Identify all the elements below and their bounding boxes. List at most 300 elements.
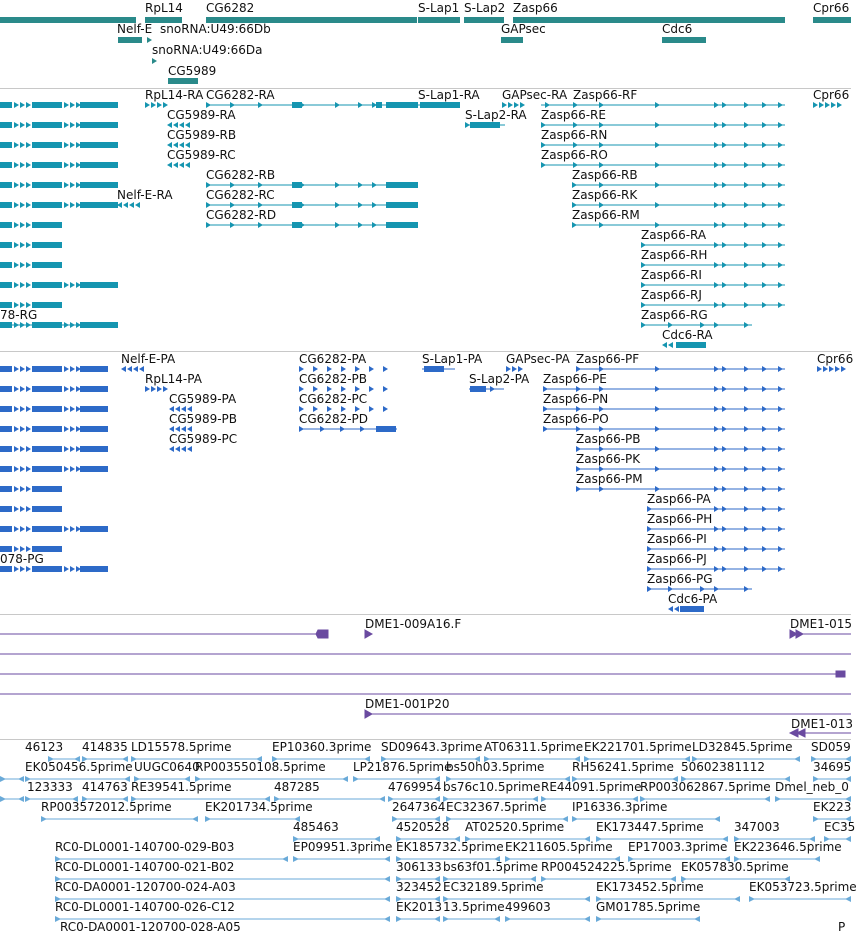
strand-arrow bbox=[358, 222, 363, 228]
est-end-marker bbox=[584, 916, 590, 922]
transcript-label: CG5989-RA bbox=[167, 108, 236, 122]
est-end-marker bbox=[505, 916, 511, 922]
est-label: 306133 bbox=[396, 860, 442, 874]
gene-feature-cpr66 bbox=[813, 17, 851, 23]
clone-label: DME1-009A16.F bbox=[365, 617, 462, 631]
est-end-marker bbox=[584, 896, 590, 902]
strand-arrow bbox=[383, 386, 388, 392]
strand-arrow bbox=[299, 426, 304, 432]
exon bbox=[80, 202, 118, 208]
gene-label-cg6282: CG6282 bbox=[206, 1, 255, 15]
strand-arrow bbox=[722, 162, 727, 168]
strand-arrow bbox=[778, 366, 783, 372]
strand-arrow bbox=[135, 202, 140, 208]
strand-arrow bbox=[14, 386, 19, 392]
strand-arrow bbox=[70, 446, 75, 452]
est-end-marker bbox=[384, 916, 390, 922]
strand-arrow bbox=[70, 466, 75, 472]
est-end-marker bbox=[384, 856, 390, 862]
strand-arrow bbox=[20, 102, 25, 108]
strand-arrow bbox=[722, 122, 727, 128]
est-end-marker bbox=[596, 916, 602, 922]
strand-arrow bbox=[358, 202, 363, 208]
protein-label: RpL14-PA bbox=[145, 372, 202, 386]
strand-arrow bbox=[14, 262, 19, 268]
protein-label: Zasp66-PE bbox=[543, 372, 607, 386]
est-end-marker bbox=[813, 816, 819, 822]
strand-arrow bbox=[14, 142, 19, 148]
strand-arrow bbox=[300, 102, 305, 108]
exon bbox=[32, 202, 62, 208]
exon bbox=[376, 426, 396, 432]
est-label: RP003550108.5prime bbox=[195, 760, 326, 774]
strand-arrow bbox=[26, 102, 31, 108]
exon bbox=[470, 386, 486, 392]
strand-arrow bbox=[762, 406, 767, 412]
strand-arrow bbox=[258, 102, 263, 108]
strand-arrow bbox=[230, 222, 235, 228]
exon bbox=[0, 486, 12, 492]
strand-arrow bbox=[369, 366, 374, 372]
exon bbox=[80, 386, 108, 392]
est-end-marker bbox=[0, 776, 6, 782]
est-label: EC35 bbox=[824, 820, 856, 834]
gene-feature-zasp66 bbox=[513, 17, 785, 23]
strand-arrow bbox=[133, 366, 138, 372]
strand-arrow bbox=[20, 486, 25, 492]
est-label: RP003572012.5prime bbox=[41, 800, 172, 814]
strand-arrow bbox=[722, 302, 727, 308]
est-end-marker bbox=[764, 796, 770, 802]
strand-arrow bbox=[20, 426, 25, 432]
strand-arrow bbox=[744, 322, 749, 328]
transcript-label: S-Lap1-RA bbox=[418, 88, 480, 102]
strand-arrow bbox=[167, 162, 172, 168]
strand-arrow bbox=[26, 386, 31, 392]
strand-arrow bbox=[762, 546, 767, 552]
est-end-marker bbox=[25, 796, 31, 802]
strand-arrow bbox=[722, 282, 727, 288]
est-end-marker bbox=[293, 856, 299, 862]
protein-label: Zasp66-PI bbox=[647, 532, 707, 546]
transcript-label: CG6282-RB bbox=[206, 168, 276, 182]
strand-arrow bbox=[369, 406, 374, 412]
strand-arrow bbox=[714, 162, 719, 168]
strand-arrow bbox=[722, 202, 727, 208]
protein-label: Zasp66-PH bbox=[647, 512, 713, 526]
exon bbox=[0, 222, 12, 228]
exon bbox=[80, 466, 108, 472]
strand-arrow bbox=[744, 526, 749, 532]
est-label: EK2013 bbox=[396, 900, 442, 914]
strand-arrow bbox=[64, 122, 69, 128]
strand-arrow bbox=[714, 426, 719, 432]
strand-arrow bbox=[778, 486, 783, 492]
strand-arrow bbox=[655, 142, 660, 148]
protein-label: Cdc6-PA bbox=[668, 592, 718, 606]
strand-arrow bbox=[14, 526, 19, 532]
strand-arrow bbox=[668, 342, 673, 348]
strand-arrow bbox=[358, 102, 363, 108]
strand-arrow bbox=[744, 162, 749, 168]
est-label: LP21876.5prime bbox=[353, 760, 452, 774]
strand-arrow bbox=[744, 426, 749, 432]
est-end-marker bbox=[205, 816, 211, 822]
strand-arrow bbox=[20, 162, 25, 168]
strand-arrow bbox=[744, 182, 749, 188]
protein-label: CG6282-PB bbox=[299, 372, 368, 386]
protein-label: S-Lap1-PA bbox=[422, 352, 483, 366]
protein-label: Zasp66-PB bbox=[576, 432, 641, 446]
protein-label: Zasp66-PF bbox=[576, 352, 640, 366]
strand-arrow bbox=[20, 506, 25, 512]
strand-arrow bbox=[655, 386, 660, 392]
strand-arrow bbox=[64, 426, 69, 432]
gene-feature-snorna-da bbox=[152, 58, 157, 64]
exon bbox=[32, 406, 62, 412]
strand-arrow bbox=[64, 182, 69, 188]
strand-arrow bbox=[383, 406, 388, 412]
strand-arrow bbox=[778, 222, 783, 228]
strand-arrow bbox=[714, 386, 719, 392]
exon bbox=[32, 282, 62, 288]
strand-arrow bbox=[744, 262, 749, 268]
est-track bbox=[0, 740, 857, 934]
strand-arrow bbox=[572, 222, 577, 228]
strand-arrow bbox=[778, 526, 783, 532]
strand-arrow bbox=[543, 426, 548, 432]
strand-arrow bbox=[722, 566, 727, 572]
transcript-label: CG5989-RC bbox=[167, 148, 236, 162]
protein-label: 078-PG bbox=[0, 552, 44, 566]
strand-arrow bbox=[127, 366, 132, 372]
est-label: RE44091.5prime bbox=[541, 780, 642, 794]
est-end-marker bbox=[814, 856, 820, 862]
exon bbox=[80, 162, 118, 168]
est-label: 2647364 bbox=[392, 800, 446, 814]
strand-arrow bbox=[744, 122, 749, 128]
strand-arrow bbox=[674, 606, 679, 612]
est-label: EK057830.5prime bbox=[681, 860, 789, 874]
strand-arrow bbox=[722, 426, 727, 432]
strand-arrow bbox=[762, 566, 767, 572]
est-label: Dmel_neb_0 bbox=[775, 780, 849, 794]
exon bbox=[386, 222, 418, 228]
exon bbox=[0, 242, 12, 248]
gene-label-zasp66: Zasp66 bbox=[513, 1, 558, 15]
strand-arrow bbox=[64, 282, 69, 288]
gene-label-snorna-db: snoRNA:U49:66Db bbox=[160, 22, 271, 36]
strand-arrow bbox=[762, 202, 767, 208]
strand-arrow bbox=[714, 446, 719, 452]
exon bbox=[0, 122, 12, 128]
est-end-marker bbox=[734, 896, 740, 902]
clone-end-marker bbox=[365, 710, 372, 718]
exon bbox=[80, 406, 108, 412]
transcript-label: CG6282-RD bbox=[206, 208, 277, 222]
strand-arrow bbox=[14, 282, 19, 288]
strand-arrow bbox=[26, 122, 31, 128]
strand-arrow bbox=[14, 426, 19, 432]
strand-arrow bbox=[206, 222, 211, 228]
est-label: SD09643.3prime bbox=[381, 740, 483, 754]
strand-arrow bbox=[145, 102, 150, 108]
strand-arrow bbox=[722, 222, 727, 228]
gene-feature-gapsec bbox=[501, 37, 523, 43]
clone-glyphs bbox=[0, 615, 854, 739]
strand-arrow bbox=[14, 102, 19, 108]
strand-arrow bbox=[14, 446, 19, 452]
strand-arrow bbox=[169, 446, 174, 452]
strand-arrow bbox=[175, 446, 180, 452]
strand-arrow bbox=[20, 386, 25, 392]
strand-arrow bbox=[714, 466, 719, 472]
est-end-marker bbox=[18, 796, 24, 802]
exon bbox=[680, 606, 704, 612]
strand-arrow bbox=[668, 606, 673, 612]
est-label: bs50h03.5prime bbox=[446, 760, 545, 774]
strand-arrow bbox=[744, 466, 749, 472]
transcript-label: 78-RG bbox=[0, 308, 38, 322]
strand-arrow bbox=[714, 566, 719, 572]
strand-arrow bbox=[14, 366, 19, 372]
strand-arrow bbox=[722, 102, 727, 108]
exon bbox=[32, 506, 62, 512]
strand-arrow bbox=[722, 526, 727, 532]
est-end-marker bbox=[845, 836, 851, 842]
strand-arrow bbox=[145, 386, 150, 392]
exon bbox=[0, 142, 12, 148]
exon bbox=[32, 182, 62, 188]
strand-arrow bbox=[26, 162, 31, 168]
protein-label: Nelf-E-PA bbox=[121, 352, 176, 366]
exon bbox=[0, 102, 12, 108]
strand-arrow bbox=[655, 202, 660, 208]
protein-label: S-Lap2-PA bbox=[469, 372, 530, 386]
strand-arrow bbox=[369, 386, 374, 392]
strand-arrow bbox=[14, 162, 19, 168]
strand-arrow bbox=[20, 262, 25, 268]
gene-label-cg5989: CG5989 bbox=[168, 64, 217, 78]
est-label: RE39541.5prime bbox=[131, 780, 232, 794]
strand-arrow bbox=[655, 366, 660, 372]
strand-arrow bbox=[187, 446, 192, 452]
strand-arrow bbox=[762, 142, 767, 148]
strand-arrow bbox=[744, 486, 749, 492]
strand-arrow bbox=[662, 342, 667, 348]
strand-arrow bbox=[778, 446, 783, 452]
est-end-marker bbox=[384, 896, 390, 902]
strand-arrow bbox=[20, 366, 25, 372]
exon bbox=[0, 466, 12, 472]
clone-end-marker bbox=[796, 630, 803, 638]
strand-arrow bbox=[20, 142, 25, 148]
strand-arrow bbox=[778, 406, 783, 412]
est-label: 499603 bbox=[505, 900, 551, 914]
est-label: EK053723.5prime bbox=[749, 880, 857, 894]
strand-arrow bbox=[744, 242, 749, 248]
est-label: EK050456.5prime bbox=[25, 760, 133, 774]
strand-arrow bbox=[320, 426, 325, 432]
strand-arrow bbox=[139, 366, 144, 372]
strand-arrow bbox=[26, 526, 31, 532]
strand-arrow bbox=[599, 486, 604, 492]
strand-arrow bbox=[70, 202, 75, 208]
transcript-track bbox=[0, 89, 851, 351]
strand-arrow bbox=[655, 182, 660, 188]
strand-arrow bbox=[655, 446, 660, 452]
gene-label-slap1: S-Lap1 bbox=[418, 1, 460, 15]
est-end-marker bbox=[342, 776, 348, 782]
strand-arrow bbox=[64, 162, 69, 168]
strand-arrow bbox=[70, 102, 75, 108]
est-label: RC0-DL0001-140700-026-C12 bbox=[55, 900, 235, 914]
strand-arrow bbox=[335, 102, 340, 108]
strand-arrow bbox=[722, 262, 727, 268]
est-label: AT02520.5prime bbox=[465, 820, 565, 834]
est-end-marker bbox=[694, 916, 700, 922]
strand-arrow bbox=[358, 182, 363, 188]
est-label: LD15578.5prime bbox=[131, 740, 232, 754]
exon bbox=[0, 386, 12, 392]
transcript-label: Zasp66-RE bbox=[541, 108, 606, 122]
strand-arrow bbox=[714, 122, 719, 128]
strand-arrow bbox=[70, 406, 75, 412]
strand-arrow bbox=[64, 446, 69, 452]
strand-arrow bbox=[778, 546, 783, 552]
strand-arrow bbox=[26, 282, 31, 288]
strand-arrow bbox=[151, 102, 156, 108]
strand-arrow bbox=[714, 506, 719, 512]
strand-arrow bbox=[762, 282, 767, 288]
strand-arrow bbox=[14, 506, 19, 512]
strand-arrow bbox=[14, 122, 19, 128]
est-end-marker bbox=[396, 916, 402, 922]
strand-arrow bbox=[744, 202, 749, 208]
exon bbox=[0, 446, 12, 452]
strand-arrow bbox=[599, 222, 604, 228]
exon bbox=[386, 182, 418, 188]
strand-arrow bbox=[300, 202, 305, 208]
clone-label: DME1-001P20 bbox=[365, 697, 450, 711]
est-end-marker bbox=[443, 916, 449, 922]
strand-arrow bbox=[26, 566, 31, 572]
strand-arrow bbox=[340, 426, 345, 432]
strand-arrow bbox=[722, 466, 727, 472]
exon bbox=[32, 526, 62, 532]
est-label: 347003 bbox=[734, 820, 780, 834]
est-label: RC0-DL0001-140700-021-B02 bbox=[55, 860, 235, 874]
est-end-marker bbox=[353, 776, 359, 782]
protein-label: CG6282-PA bbox=[299, 352, 367, 366]
est-end-marker bbox=[794, 756, 800, 762]
transcript-label: CG6282-RC bbox=[206, 188, 275, 202]
exon bbox=[32, 162, 62, 168]
est-label: AT06311.5prime bbox=[484, 740, 584, 754]
strand-arrow bbox=[722, 242, 727, 248]
est-end-marker bbox=[845, 896, 851, 902]
strand-arrow bbox=[641, 322, 646, 328]
strand-arrow bbox=[655, 466, 660, 472]
strand-arrow bbox=[744, 366, 749, 372]
strand-arrow bbox=[655, 406, 660, 412]
est-label: bs63f01.5prime bbox=[443, 860, 539, 874]
est-label: EP09951.3prime bbox=[293, 840, 393, 854]
strand-arrow bbox=[360, 426, 365, 432]
protein-label: Zasp66-PJ bbox=[647, 552, 707, 566]
strand-arrow bbox=[744, 142, 749, 148]
strand-arrow bbox=[813, 102, 818, 108]
gene-label-cpr66: Cpr66 bbox=[813, 1, 850, 15]
transcript-label: Zasp66-RM bbox=[572, 208, 640, 222]
strand-arrow bbox=[14, 202, 19, 208]
strand-arrow bbox=[762, 506, 767, 512]
strand-arrow bbox=[837, 102, 842, 108]
strand-arrow bbox=[185, 162, 190, 168]
exon bbox=[0, 426, 12, 432]
strand-arrow bbox=[70, 566, 75, 572]
strand-arrow bbox=[835, 366, 840, 372]
exon bbox=[32, 486, 62, 492]
strand-arrow bbox=[70, 162, 75, 168]
strand-arrow bbox=[722, 546, 727, 552]
gene-label-nelfe: Nelf-E bbox=[117, 22, 153, 36]
strand-arrow bbox=[744, 406, 749, 412]
transcript-label: Zasp66-RN bbox=[541, 128, 608, 142]
strand-arrow bbox=[64, 142, 69, 148]
strand-arrow bbox=[335, 222, 340, 228]
strand-arrow bbox=[26, 466, 31, 472]
transcript-glyphs bbox=[0, 89, 851, 351]
strand-arrow bbox=[70, 426, 75, 432]
strand-arrow bbox=[744, 222, 749, 228]
transcript-label: S-Lap2-RA bbox=[465, 108, 527, 122]
strand-arrow bbox=[778, 102, 783, 108]
strand-arrow bbox=[372, 202, 377, 208]
est-end-marker bbox=[572, 816, 578, 822]
strand-arrow bbox=[722, 506, 727, 512]
gene-label-cdc6: Cdc6 bbox=[662, 22, 693, 36]
strand-arrow bbox=[714, 526, 719, 532]
est-label: RC0-DL0001-140700-029-B03 bbox=[55, 840, 235, 854]
exon bbox=[80, 282, 118, 288]
est-label: 46123 bbox=[25, 740, 64, 754]
exon bbox=[386, 202, 418, 208]
strand-arrow bbox=[778, 162, 783, 168]
strand-arrow bbox=[762, 486, 767, 492]
strand-arrow bbox=[14, 242, 19, 248]
est-label: P bbox=[838, 920, 846, 934]
transcript-label: Zasp66-RB bbox=[572, 168, 638, 182]
est-end-marker bbox=[41, 816, 47, 822]
est-end-marker bbox=[494, 916, 500, 922]
strand-arrow bbox=[157, 386, 162, 392]
exon bbox=[32, 102, 62, 108]
transcript-label: Zasp66-RH bbox=[641, 248, 708, 262]
strand-arrow bbox=[744, 282, 749, 288]
strand-arrow bbox=[20, 282, 25, 288]
exon bbox=[80, 122, 118, 128]
strand-arrow bbox=[70, 122, 75, 128]
strand-arrow bbox=[26, 426, 31, 432]
strand-arrow bbox=[817, 366, 822, 372]
est-label: EK223 bbox=[813, 800, 852, 814]
strand-arrow bbox=[14, 566, 19, 572]
transcript-label: Zasp66-RG bbox=[641, 308, 708, 322]
protein-label: Zasp66-PM bbox=[576, 472, 643, 486]
exon bbox=[32, 262, 62, 268]
strand-arrow bbox=[70, 282, 75, 288]
